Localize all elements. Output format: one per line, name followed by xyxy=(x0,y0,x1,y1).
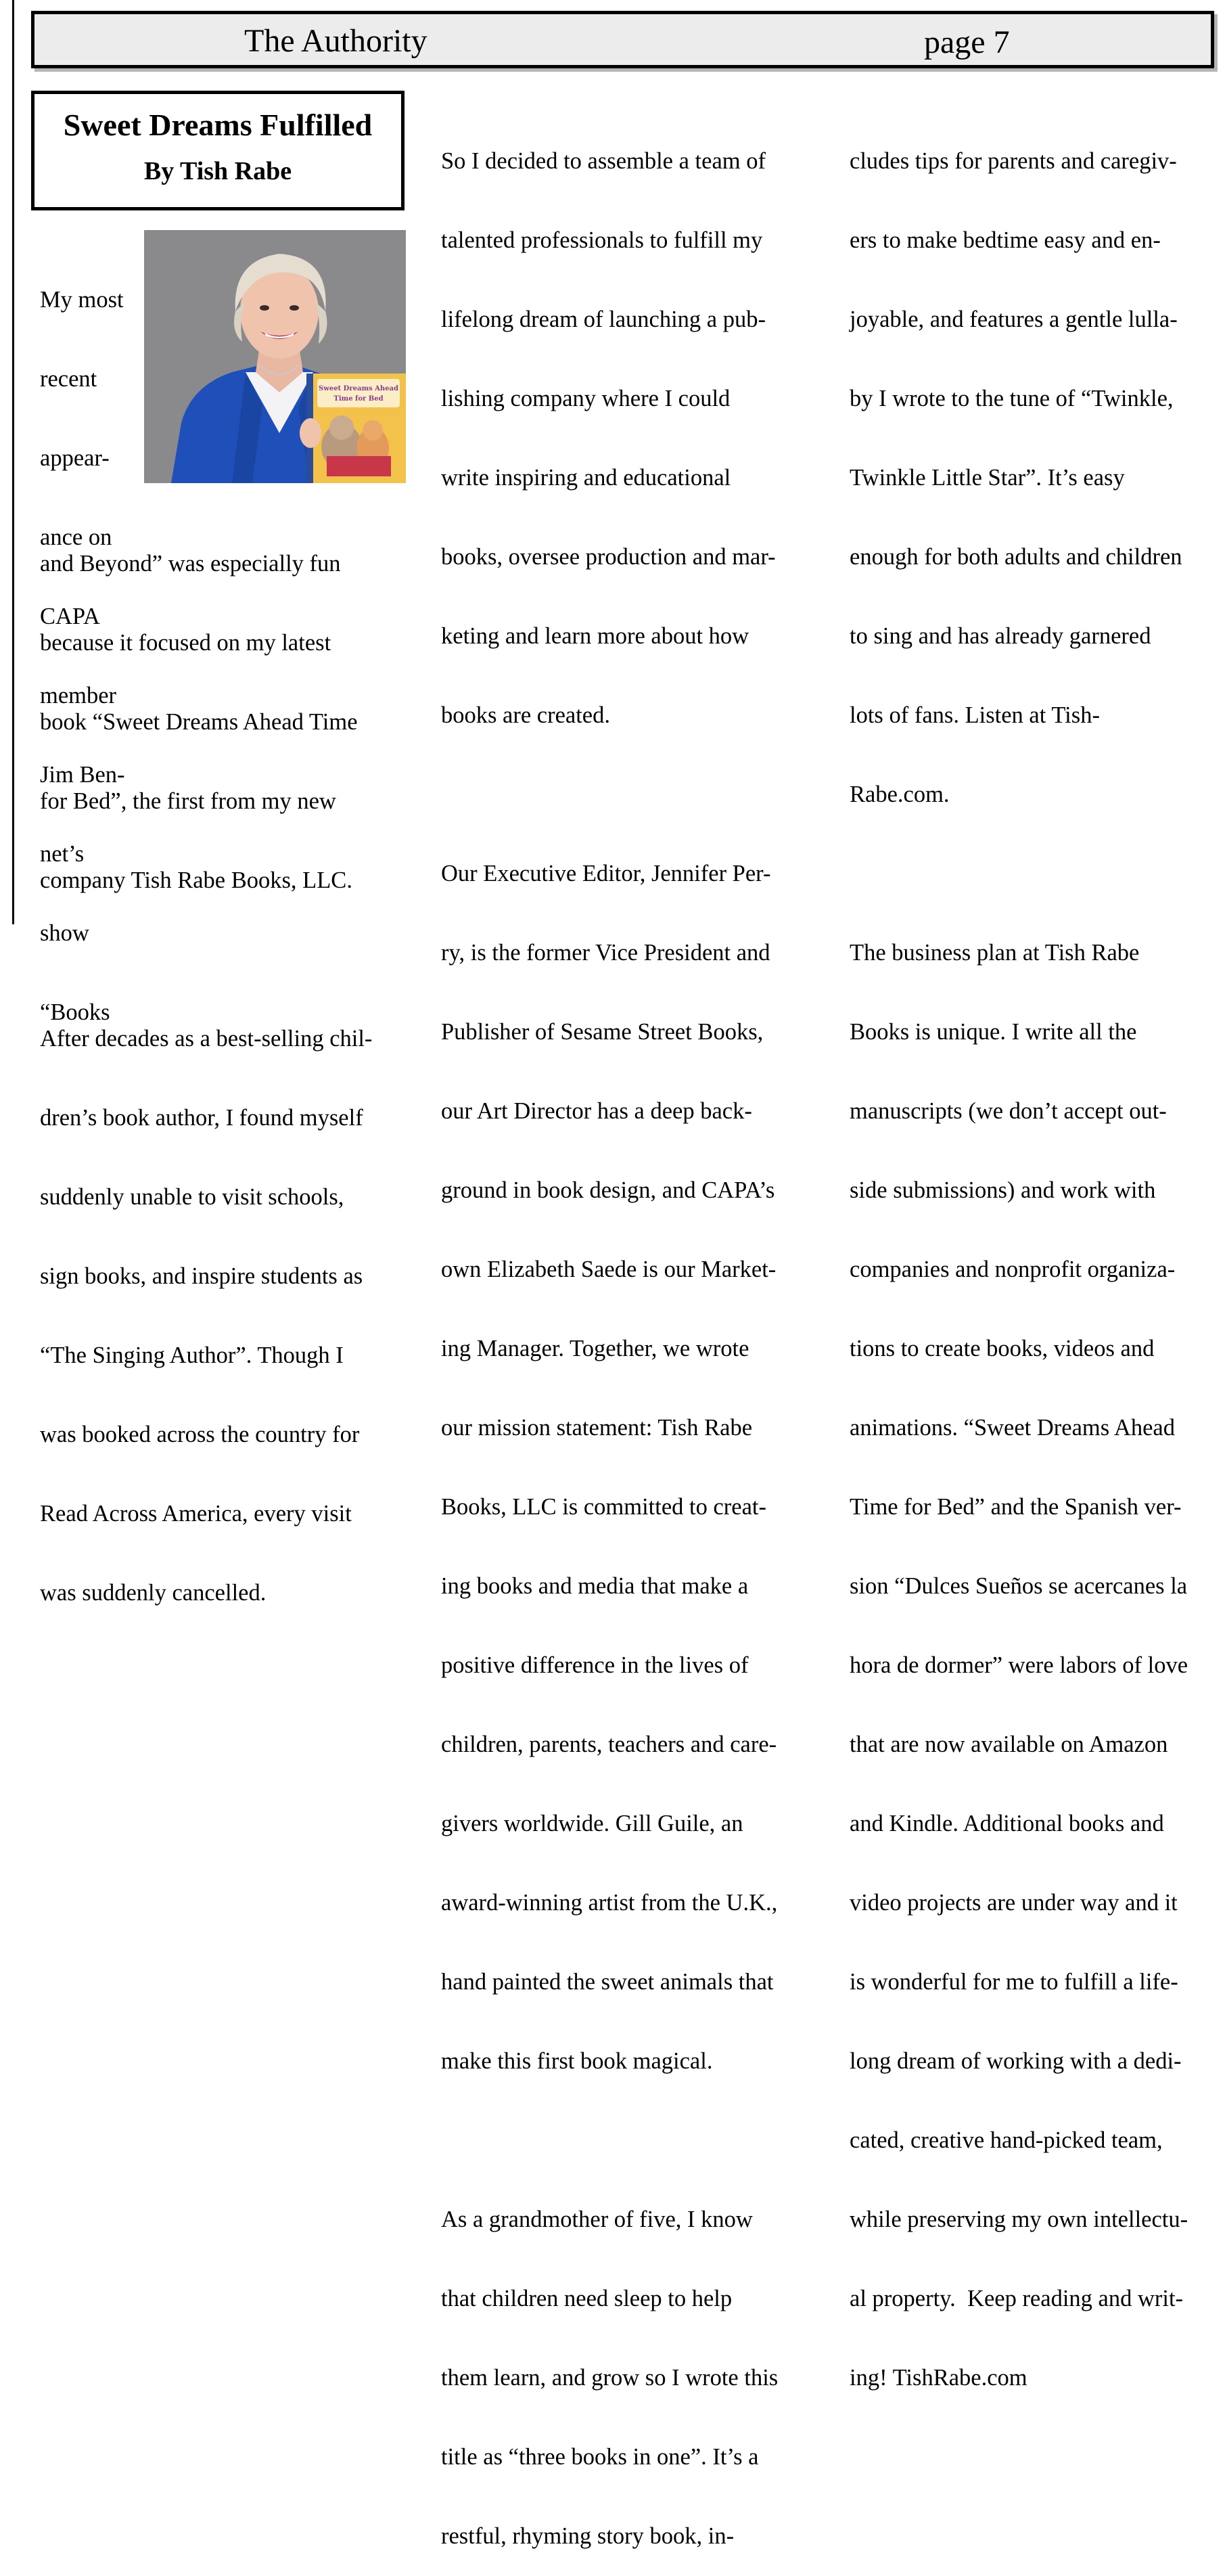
text-line: After decades as a best-selling chil- xyxy=(40,1026,373,1052)
text-line: video projects are under way and it xyxy=(850,1890,1178,1916)
text-line: So I decided to assemble a team of xyxy=(441,148,766,174)
text-line: keting and learn more about how xyxy=(441,623,749,649)
text-line: Books, LLC is committed to creat- xyxy=(441,1494,766,1520)
text-line: Twinkle Little Star”. It’s easy xyxy=(850,465,1125,491)
text-line: recent xyxy=(40,366,97,392)
text-line: our mission statement: Tish Rabe xyxy=(441,1415,753,1441)
text-line: sign books, and inspire students as xyxy=(40,1263,363,1289)
article-column-3 xyxy=(850,95,1188,2418)
text-line: givers worldwide. Gill Guile, an xyxy=(441,1811,743,1836)
paragraph-gap xyxy=(850,861,1188,887)
text-line: lots of fans. Listen at Tish- xyxy=(850,702,1100,728)
text-line: dren’s book author, I found myself xyxy=(40,1105,363,1131)
newsletter-masthead xyxy=(31,11,1214,68)
text-line: Our Executive Editor, Jennifer Per- xyxy=(441,861,771,886)
text-line: award-winning artist from the U.K., xyxy=(441,1890,778,1916)
left-margin-rule xyxy=(12,0,14,924)
paragraph-gap xyxy=(441,2127,778,2154)
article-byline: By Tish Rabe xyxy=(143,157,292,185)
text-line: ance on xyxy=(40,524,112,550)
text-line: sion “Dulces Sueños se acercanes la xyxy=(850,1573,1188,1599)
text-line: ing books and media that make a xyxy=(441,1573,749,1599)
text-line: for Bed”, the first from my new xyxy=(40,788,336,814)
text-line: and Kindle. Additional books and xyxy=(850,1811,1164,1836)
text-line: appear- xyxy=(40,445,110,471)
text-line: positive difference in the lives of xyxy=(441,1652,749,1678)
text-line: ing! TishRabe.com xyxy=(850,2365,1027,2391)
article-column-2 xyxy=(441,95,778,2576)
paragraph-gap xyxy=(40,947,372,973)
text-line: The business plan at Tish Rabe xyxy=(850,940,1140,966)
text-line: our Art Director has a deep back- xyxy=(441,1098,752,1124)
text-line: joyable, and features a gentle lulla- xyxy=(850,307,1178,332)
text-line: make this first book magical. xyxy=(441,2048,713,2074)
text-line: to sing and has already garnered xyxy=(850,623,1151,649)
text-line: suddenly unable to visit schools, xyxy=(40,1184,344,1210)
article-headline: Sweet Dreams Fulfilled xyxy=(63,108,373,142)
text-line: was suddenly cancelled. xyxy=(40,1580,267,1606)
text-line: that are now available on Amazon xyxy=(850,1732,1168,1757)
text-line: them learn, and grow so I wrote this xyxy=(441,2365,779,2391)
text-line: children, parents, teachers and care- xyxy=(441,1732,777,1757)
text-line: As a grandmother of five, I know xyxy=(441,2207,753,2232)
text-line: lifelong dream of launching a pub- xyxy=(441,307,766,332)
text-line: “Books xyxy=(40,999,110,1025)
text-line: side submissions) and work with xyxy=(850,1177,1156,1203)
text-line: lishing company where I could xyxy=(441,386,731,411)
text-line: books, oversee production and mar- xyxy=(441,544,776,570)
text-line: ry, is the former Vice President and xyxy=(441,940,770,966)
text-line: Rabe.com. xyxy=(850,782,950,807)
text-line: hora de dormer” were labors of love xyxy=(850,1652,1188,1678)
text-line: title as “three books in one”. It’s a xyxy=(441,2444,759,2470)
text-line: Read Across America, every visit xyxy=(40,1501,352,1527)
text-line: write inspiring and educational xyxy=(441,465,731,491)
text-line: net’s xyxy=(40,841,85,867)
text-line: hand painted the sweet animals that xyxy=(441,1969,774,1995)
svg-text:Time for Bed: Time for Bed xyxy=(333,395,384,403)
text-line: by I wrote to the tune of “Twinkle, xyxy=(850,386,1174,411)
text-line: restful, rhyming story book, in- xyxy=(441,2523,735,2549)
text-line: CAPA xyxy=(40,604,100,629)
text-line: books are created. xyxy=(441,702,610,728)
publication-name: The Authority xyxy=(244,23,427,59)
text-line: company Tish Rabe Books, LLC. xyxy=(40,867,352,893)
text-line: enough for both adults and children xyxy=(850,544,1182,570)
text-line: is wonderful for me to fulfill a life- xyxy=(850,1969,1178,1995)
text-line: that children need sleep to help xyxy=(441,2286,733,2311)
text-line: My most xyxy=(40,287,124,313)
text-line: cludes tips for parents and caregiv- xyxy=(850,148,1177,174)
article-title-box xyxy=(31,91,405,210)
text-line: Time for Bed” and the Spanish ver- xyxy=(850,1494,1182,1520)
text-line: companies and nonprofit organiza- xyxy=(850,1257,1176,1282)
article-column-1 xyxy=(40,498,372,1633)
text-line: while preserving my own intellectu- xyxy=(850,2207,1188,2232)
text-line: member xyxy=(40,683,117,708)
text-line: long dream of working with a dedi- xyxy=(850,2048,1182,2074)
text-line: ground in book design, and CAPA’s xyxy=(441,1177,775,1203)
svg-text:Sweet Dreams Ahead: Sweet Dreams Ahead xyxy=(319,385,398,392)
text-line: cated, creative hand-picked team, xyxy=(850,2127,1163,2153)
text-line: tions to create books, videos and xyxy=(850,1336,1155,1361)
text-line: Publisher of Sesame Street Books, xyxy=(441,1019,764,1045)
text-line: Books is unique. I write all the xyxy=(850,1019,1137,1045)
text-line: “The Singing Author”. Though I xyxy=(40,1342,344,1368)
text-line: own Elizabeth Saede is our Market- xyxy=(441,1257,777,1282)
text-line: and Beyond” was especially fun xyxy=(40,551,341,577)
author-photo xyxy=(144,230,406,483)
text-line: because it focused on my latest xyxy=(40,630,331,656)
paragraph-gap xyxy=(441,782,778,808)
text-line: show xyxy=(40,920,89,946)
text-line: manuscripts (we don’t accept out- xyxy=(850,1098,1167,1124)
text-line: animations. “Sweet Dreams Ahead xyxy=(850,1415,1175,1441)
author-portrait-illustration xyxy=(144,230,406,483)
text-line: was booked across the country for xyxy=(40,1422,360,1447)
text-line: ers to make bedtime easy and en- xyxy=(850,227,1161,253)
text-line: al property. Keep reading and writ- xyxy=(850,2286,1184,2311)
text-line: Jim Ben- xyxy=(40,762,125,788)
page-number: page 7 xyxy=(924,24,1010,60)
text-line: book “Sweet Dreams Ahead Time xyxy=(40,709,358,735)
text-line: talented professionals to fulfill my xyxy=(441,227,763,253)
text-line: ing Manager. Together, we wrote xyxy=(441,1336,749,1361)
